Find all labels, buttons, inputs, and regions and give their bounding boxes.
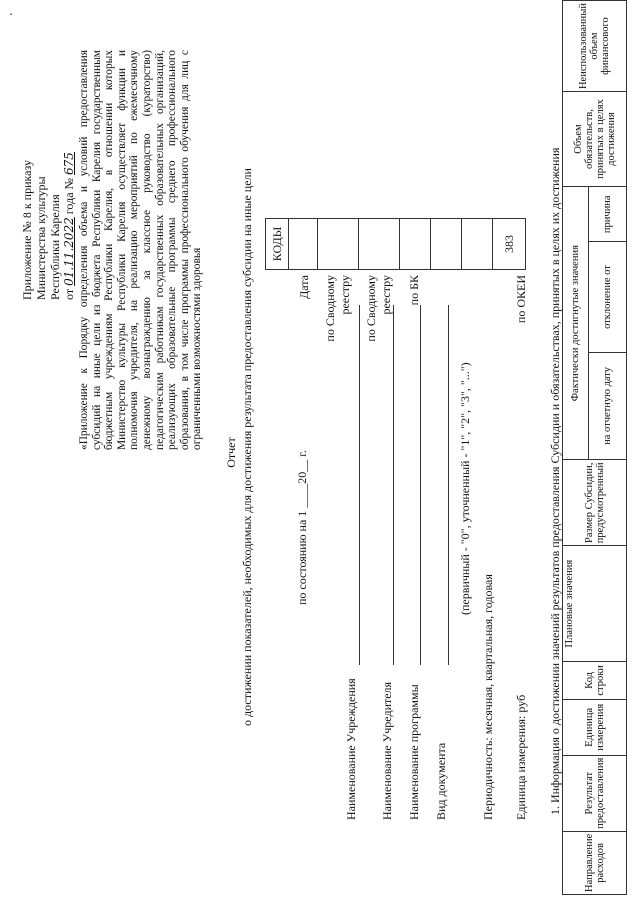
header-actual: Фактически достигнутые значения (563, 186, 589, 459)
preamble-paragraph: «Приложение к Порядку определения объема и условий предоставления субсидий на иные цели из бюджета Республики Карелия государственным бюджетным учреждениям Республики Карелия, в отношении которых Министерство культуры Республики Карелия осуществляет функции и полномочия учредителя, на реализацию мероприятий по ежемесячному денежному вознаграждению за классное руководство (кураторство) педагогическим работникам государственных образовательных организаций, реализующих образовательные программы среднего профессионального образования, в том числе программы профессионального обучения для лиц с ограниченными возможностями здоровья (78, 50, 204, 450)
header-direction: Направление расходов (563, 831, 627, 894)
header-unused: Неиспользованный объем финансового (563, 1, 627, 92)
header-unit: Единица измерения (563, 699, 627, 755)
founder-label: Наименование Учредителя (380, 681, 394, 820)
header-planned: Плановые значения (563, 546, 627, 662)
code-bk (400, 219, 431, 270)
header-on-report-date: на отчетную дату (589, 352, 627, 460)
codes-header: КОДЫ (266, 219, 289, 270)
section-1-title: 1. Информация о достижении значений результатов предоставления Субсидии и обязательствах, принятых в целях их достижения (548, 147, 562, 815)
bk-label: по БК (407, 275, 421, 306)
corner-mark: ' (9, 13, 20, 15)
appendix-date-line (62, 50, 76, 300)
header-line-code: Код строки (563, 661, 627, 699)
report-subtitle: о достижении показателей, необходимых для достижения результата предоставления субсидии на иные цели (240, 168, 254, 726)
as-of-date: по состоянию на 1 ____20__ г. (295, 450, 309, 605)
unit-label: Единица измерения: руб (514, 694, 528, 820)
header-subsidy-size: Размер Субсидии, предусмотренный (563, 460, 627, 546)
doc-type-underline (448, 305, 449, 665)
report-title: Отчет (224, 437, 238, 468)
header-result: Результат предоставления (563, 755, 627, 831)
code-periodicity (462, 219, 493, 270)
code-doc-type (431, 219, 462, 270)
okei-label: по ОКЕИ (514, 275, 528, 324)
program-underline (420, 305, 421, 665)
registry-label-2: по Сводному реестру (364, 275, 393, 342)
institution-label: Наименование Учреждения (344, 678, 358, 820)
handwritten-date: 01.11.2022 (62, 217, 76, 286)
doc-type-label: Вид документа (434, 742, 448, 820)
doc-type-hint: (первичный - "0", уточненный - "1", "2", "3", "...") (458, 362, 472, 615)
handwritten-number: 675 (62, 152, 76, 176)
header-reason: причина (589, 186, 627, 242)
code-okei: 383 (493, 219, 526, 270)
date-prefix: от (62, 288, 76, 300)
code-registry-2 (359, 219, 400, 270)
registry-label-1: по Сводному реестру (323, 275, 352, 342)
appendix-line-3: Республики Карелия (48, 194, 62, 300)
code-registry-1 (318, 219, 359, 270)
codes-table (265, 218, 526, 270)
header-deviation: отклонение от (589, 242, 627, 352)
institution-underline (359, 305, 360, 665)
periodicity-label: Периодичность: месячная, квартальная, годовая (481, 574, 495, 820)
program-label: Наименование программы (407, 684, 421, 820)
code-date (289, 219, 318, 270)
year-suffix: года № (62, 178, 76, 215)
results-table (562, 0, 627, 895)
appendix-block (20, 50, 76, 300)
date-label: Дата (297, 275, 311, 299)
header-obligations: Объем обязательств, принятых в целях достижения (563, 92, 627, 187)
appendix-line-2: Министерства культуры (34, 176, 48, 300)
appendix-line-1: Приложение № 8 к приказу (20, 160, 34, 300)
